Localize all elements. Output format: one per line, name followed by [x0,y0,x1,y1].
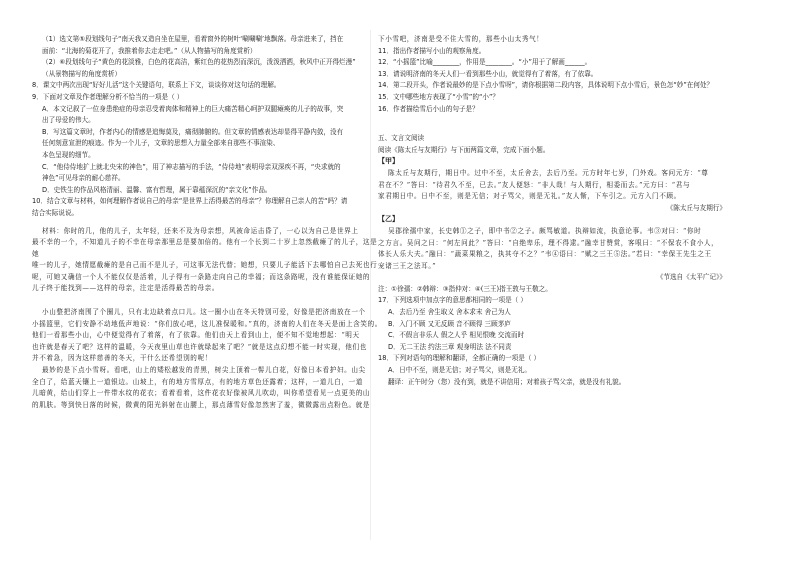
reading-line: 也许就是春天了吧？这样的温暖，今天夜里山草也许就绿起来了吧？”就是这点幻想不能一时实现，他们也 [32,342,367,351]
reading-line: 小摇篮里，它们安静不动地低声地说：“你们放心吧，这儿准保暖和。”真的，济南的人们在冬天是面上含笑的。 [32,319,382,328]
question-15: 15．文中哪些地方表现了“小雪”的“小”？ [378,92,499,101]
option-d: D．史铁生的作品风格清丽、温馨、富有哲理，属于靠蕴深沉的“亲文化”作品。 [42,185,272,194]
question-13: 13．请说明济南的冬天人们一看到那些小山，就觉得有了着落，有了依靠。 [378,69,598,78]
question-9: 9．下面对文章及作者理解分析不恰当的一项是（ ） [32,92,184,101]
text-line: （2）⑥段划线句子“黄色的花淡雅，白色的花高洁，紫红色的花热烈而深沉，泼泼洒洒，秋风中正开得烂漫” [42,58,356,67]
option-a: A．去后乃至 舍生取义 舍本求末 舍己为人 [388,308,511,317]
question-18: 18．下列对语句的理解和翻译，全都正确的一项是（ ） [378,354,541,363]
reading-line: 下小雪吧，济南是受不住大雪的，那些小山太秀气！ [378,35,544,43]
source-citation: 《节选自《太平广记》》 [656,273,726,282]
text-line: 本色呈现的细节。 [42,150,95,159]
text-line: （从景物描写的角度赏析） [42,69,122,78]
passage-tag-jia: 【甲】 [378,157,399,166]
passage-line: 君在不？”答曰：“待君久不至，已去。”友人便怒：“非人哉！与人期行，相委而去。”元方曰：“君与 [378,180,691,189]
option-c: C．“他侍侍地扩上就北央宋的神色”，用了神志描写的手法，“侍侍地”表明母亲双深疾不再，“央求就的 [42,162,341,171]
question-12: 12．“小摇篮”比喻________，作用是________。“小”用于了解画______。 [378,58,592,67]
reading-line: 的肌肤。等到快日落的时候，微黄的阳光斜射在山腰上，那点薄雪好像忽然害了羞，微微露出点粉色。就是 [32,400,371,409]
question-11: 11．指出作者描写小山的观察角度。 [378,46,486,55]
left-column [32,34,384,411]
passage-line: 体长人乐大夫。”融曰：“蔬菜果粮之，执其夺不之？”韦④语曰：“赋之三王⑤法。”若曰：“幸保王先生之王 [378,250,712,259]
passage-line: 陈太丘与友期行，期日中。过中不至，太丘舍去，去后乃至。元方时年七岁，门外戏。客问元方：“尊 [388,168,709,177]
reading-line: 儿暗黄，给山们穿上一件带水纹的花衣；看着看着，这件花衣好像被风儿吹动，叫你希望看见一点更美的山 [32,389,371,398]
reading-line: 最妙的是下点小雪呀。看吧，山上的矮松越发的青黑，树尖上顶着一髻儿白花，好像日本看护妇。山尖 [42,366,366,375]
passage-tag-yi: 【乙】 [378,215,399,224]
option-a: A．日中不至，则是无信；对子骂父，则是无礼。 [388,366,531,375]
text-line: 神色”可见母亲的耐心慈祥。 [42,174,125,183]
text-line: 结合实际说说。 [32,208,79,217]
question-16: 16．作者描绘雪后小山的句子是？ [378,104,479,113]
text-line: 出了母爱的伟大。 [42,116,95,125]
question-10: 10．结合文章与材料，如何理解作者说自己的母亲“是世界上活得最苦的母亲”？你理解自己亲人的苦“吗？请 [32,197,348,206]
passage-line: 家君期日中。日中不至，则是无信；对子骂父，则是无礼。”友人惭，下车引之。元方入门不顾。 [378,192,681,201]
reading-line: 他们一看那些小山，心中便觉得有了着落，有了依靠。他们由天上看到山上，便不知不觉地想起：“明天 [32,331,360,340]
material-line: 儿子终于能找到——这样的母亲，注定是活得最苦的母亲。 [32,284,220,293]
text-line: 任何刻意宣泄的痕迹。作为一个儿子，文章的思想入力量全部来自那些不事渲染、 [42,139,280,148]
option-b: B．入门不顾 又无反顾 音不顾得 三顾茅庐 [388,319,511,328]
question-17: 17．下列选项中加点字的意思都相同的一项是（ ） [378,296,527,305]
passage-line: 吴郡徐孺中家，长史韩①之子，即中书②之子。颇骂敏道。执辩如流，执意论事。韦③对曰：“你时 [388,226,702,235]
reading-line: 小山整把济南围了个圈儿，只有北边缺着点口儿。这一圈小山在冬天特别可爱，好像是把济南放在一个 [42,308,366,317]
source-citation: 《陈太丘与友期行》 [666,203,726,212]
question-14: 14．第二段开头，作者说最妙的是下点小雪呀”，请你根据第二段内容，具体说明下点小雪后，景色怎“妙”在何处？ [378,81,714,90]
annotation-note: 注：①徐孺：②韩辩：③指仲对：④(三王)指王敦与王敬之。 [378,284,552,293]
passage-line: 宠诸三王之法耳。” [378,261,437,270]
section-heading: 五、文言文阅读 [378,134,425,143]
section-intro: 阅读《陈太丘与友期行》与下面两篇文章，完成下面小题。 [378,145,550,154]
material-line: 最不幸的一个，不知道儿子的不幸在母亲那里总是要加倍的。他有一个长到二十岁上忽然截瘫了的儿子，这是她 [32,238,378,258]
reading-line: 并不着急，因为这样慈善的冬天，干什么还希望别的呢！ [32,354,212,363]
text-line: （1）选文第⑤段划线句子“南天我又造自坐在屋里，看着窗外的树叶‘唰唰唰’地飘落。母亲进来了，挡在 [42,35,344,43]
reading-line: 全白了，给蓝天镶上一道银边。山坡上，有的地方雪厚点，有的地方草色还露着；这样，一道儿白，一道 [32,377,363,386]
right-column [378,34,726,388]
translation-line: 翻译：正午时分（您）没有到，就是不讲信用；对着孩子骂父亲，就是没有礼貌。 [388,377,626,386]
option-c: C．不假言非乐人 假之人乎 相见恨晚 交流而时 [388,331,525,340]
passage-line: 之方言。吴问之曰：“何左问此？”答曰：“自绝卑乐，理不得逮。”融幸甘赞赏，客哏曰：“不保农不食小人， [378,238,719,247]
option-d: D．无二王法 约法三章 观身明法 法不同责 [388,342,512,351]
text-line: 面前：“北海的菊花开了，我推着你去走走吧。”（从人物描写的角度赏析） [42,46,257,55]
material-line: 呢，可她又确信一个人不能仅仅是活着，儿子得有一条路走向自己的幸福；而这条路呢，没有谁能保证她的 [32,272,371,281]
material-line: 材料：你时的几，他的儿子，太年轻，还来不及为母亲想，风被命运击昏了，一心以为自己是世界上 [42,226,359,235]
material-line: 唯一的儿子，她情愿截瘫的是自己而不是儿子，可这事无法代替；她想，只要儿子能活下去哪怕自己去死也行 [32,261,378,270]
option-b: B．写这篇文章时，作者内心的情感是追悔莫及，痛彻肺腑的。但文章的情感表达却显得平静内敛，没有 [42,127,344,136]
option-a: A．本文记叙了一位身患绝症的母亲忍受着肉体和精神上的巨大痛苦精心呵护双腿瘫痪的儿子的故事，突 [42,104,344,113]
question-8: 8．课文中两次出现“好好儿活”这个关键语句，联系上下文，谈谈你对这句话的理解。 [32,81,281,90]
